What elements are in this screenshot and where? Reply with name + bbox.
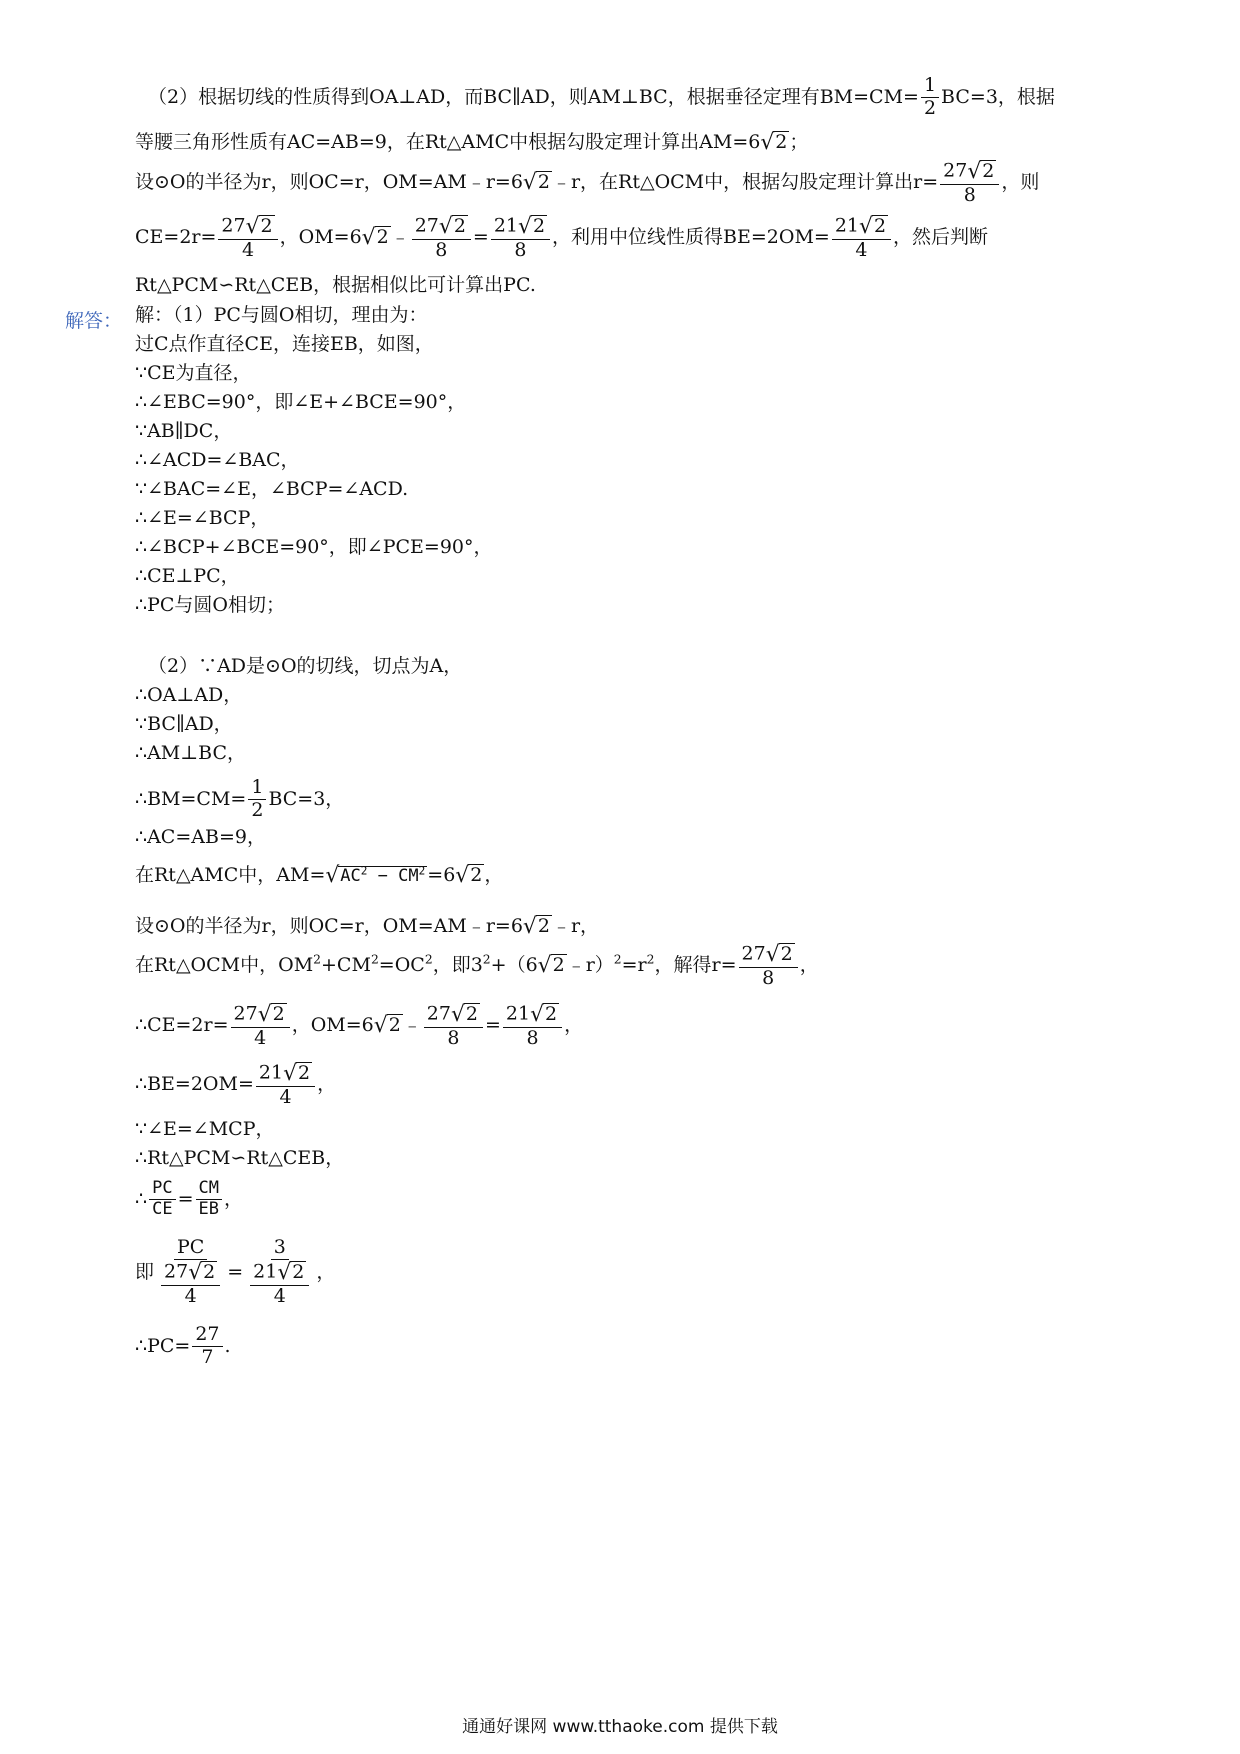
solution-line: ∴∠ACD=∠BAC， (135, 449, 300, 471)
am-line: 在Rt△AMC中，AM= √ $AC^2 - CM^2$ =6 √ 2 ， (135, 862, 504, 888)
oc-line: 设⊙O的半径为r，则OC=r，OM=AM﹣r=6 √ 2 ﹣r， (135, 914, 600, 939)
solution-line: ∵CE为直径， (135, 362, 252, 384)
analysis-line-3: 设⊙O的半径为r，则OC=r，OM=AM﹣r=6 √ 2 ﹣r，在Rt△OCM中，根据勾股定理计算出r= 27 √ 2 8 ，则 (135, 159, 1040, 206)
ac-line: ∴AC=AB=9， (135, 826, 266, 848)
bm-line: ∴BM=CM= $\frac{1}{2}$ BC=3， (135, 776, 345, 821)
ocm-line: 在Rt△OCM中，$OM^2+CM^2=OC^2$，即$3^2+(6$ √ 2 $﹣r)^2=r^2$，解得r= 27 √ 2 8 ， (135, 942, 819, 989)
solution-line: ∴∠BCP+∠BCE=90°，即∠PCE=90°， (135, 536, 493, 558)
fraction: 27 √ 2 8 (940, 160, 999, 206)
similar-line: ∴Rt△PCM∽Rt△CEB， (135, 1147, 345, 1169)
solution-line: ∴OA⊥AD， (135, 684, 243, 706)
solution-line: ∴∠EBC=90°，即∠E+∠BCE=90°， (135, 391, 467, 413)
solution-line: ∵BC∥AD， (135, 713, 233, 735)
angle-line: ∵∠E=∠MCP， (135, 1118, 275, 1140)
ce-line: ∴CE=2r= 27 √ 2 4 ，OM=6 √ 2 ﹣ 27 √ 2 8 = 21 √ 2 8 ， (135, 1002, 584, 1049)
analysis-text: （2）根据切线的性质得到OA⊥AD，而BC∥AD，则AM⊥BC，根据垂径定理有BM=CM= (148, 85, 919, 108)
solution-line: 过C点作直径CE，连接EB，如图， (135, 333, 434, 355)
solution-line: ∵AB∥DC， (135, 420, 233, 442)
be-line: ∴BE=2OM= 21 √ 2 4 ， (135, 1061, 337, 1108)
analysis-line-5: Rt△PCM∽Rt△CEB，根据相似比可计算出PC. (135, 274, 536, 296)
solution-line: ∴∠E=∠BCP， (135, 507, 270, 529)
sqrt: √ 2 (760, 130, 788, 155)
analysis-line-1: （2）根据切线的性质得到OA⊥AD，而BC∥AD，则AM⊥BC，根据垂径定理有BM=CM= $\frac{1}{2}$ BC=3，根据 (148, 74, 1055, 119)
page-footer: 通通好课网 www.tthaoke.com 提供下载 (462, 1717, 778, 1737)
solution-line: 解：（1）PC与圆O相切，理由为： (135, 304, 428, 326)
solution-line: ∵∠BAC=∠E，∠BCP=∠ACD. (135, 478, 409, 500)
solution-line: ∴CE⊥PC， (135, 565, 240, 587)
solution-line: ∴PC与圆O相切； (135, 594, 285, 616)
solution-line: （2）∵AD是⊙O的切线，切点为A， (148, 655, 463, 677)
solution-line: ∴AM⊥BC， (135, 742, 246, 764)
fraction: $\frac{1}{2}$ (921, 76, 939, 119)
ratio2-line: 即 PC 27 √ 2 4 = 3 21 √ 2 4 ， (135, 1236, 336, 1307)
ratio-line: ∴ $\frac{PC}{CE}$ = $\frac{CM}{EB}$ ， (135, 1178, 243, 1219)
answer-label: 解答： (65, 310, 123, 332)
analysis-line-4: CE=2r= 27 √ 2 4 ，OM=6 √ 2 ﹣ 27 √ 2 8 = 21 √ 2 8 ，利用中位线性质得BE=2OM= 21 √ 2 4 ，然后判断 (135, 214, 989, 261)
pc-line: ∴PC= $\frac{27}{7}$ . (135, 1323, 231, 1368)
analysis-line-2: 等腰三角形性质有AC=AB=9，在Rt△AMC中根据勾股定理计算出AM=6 √ 2 ； (135, 130, 809, 155)
